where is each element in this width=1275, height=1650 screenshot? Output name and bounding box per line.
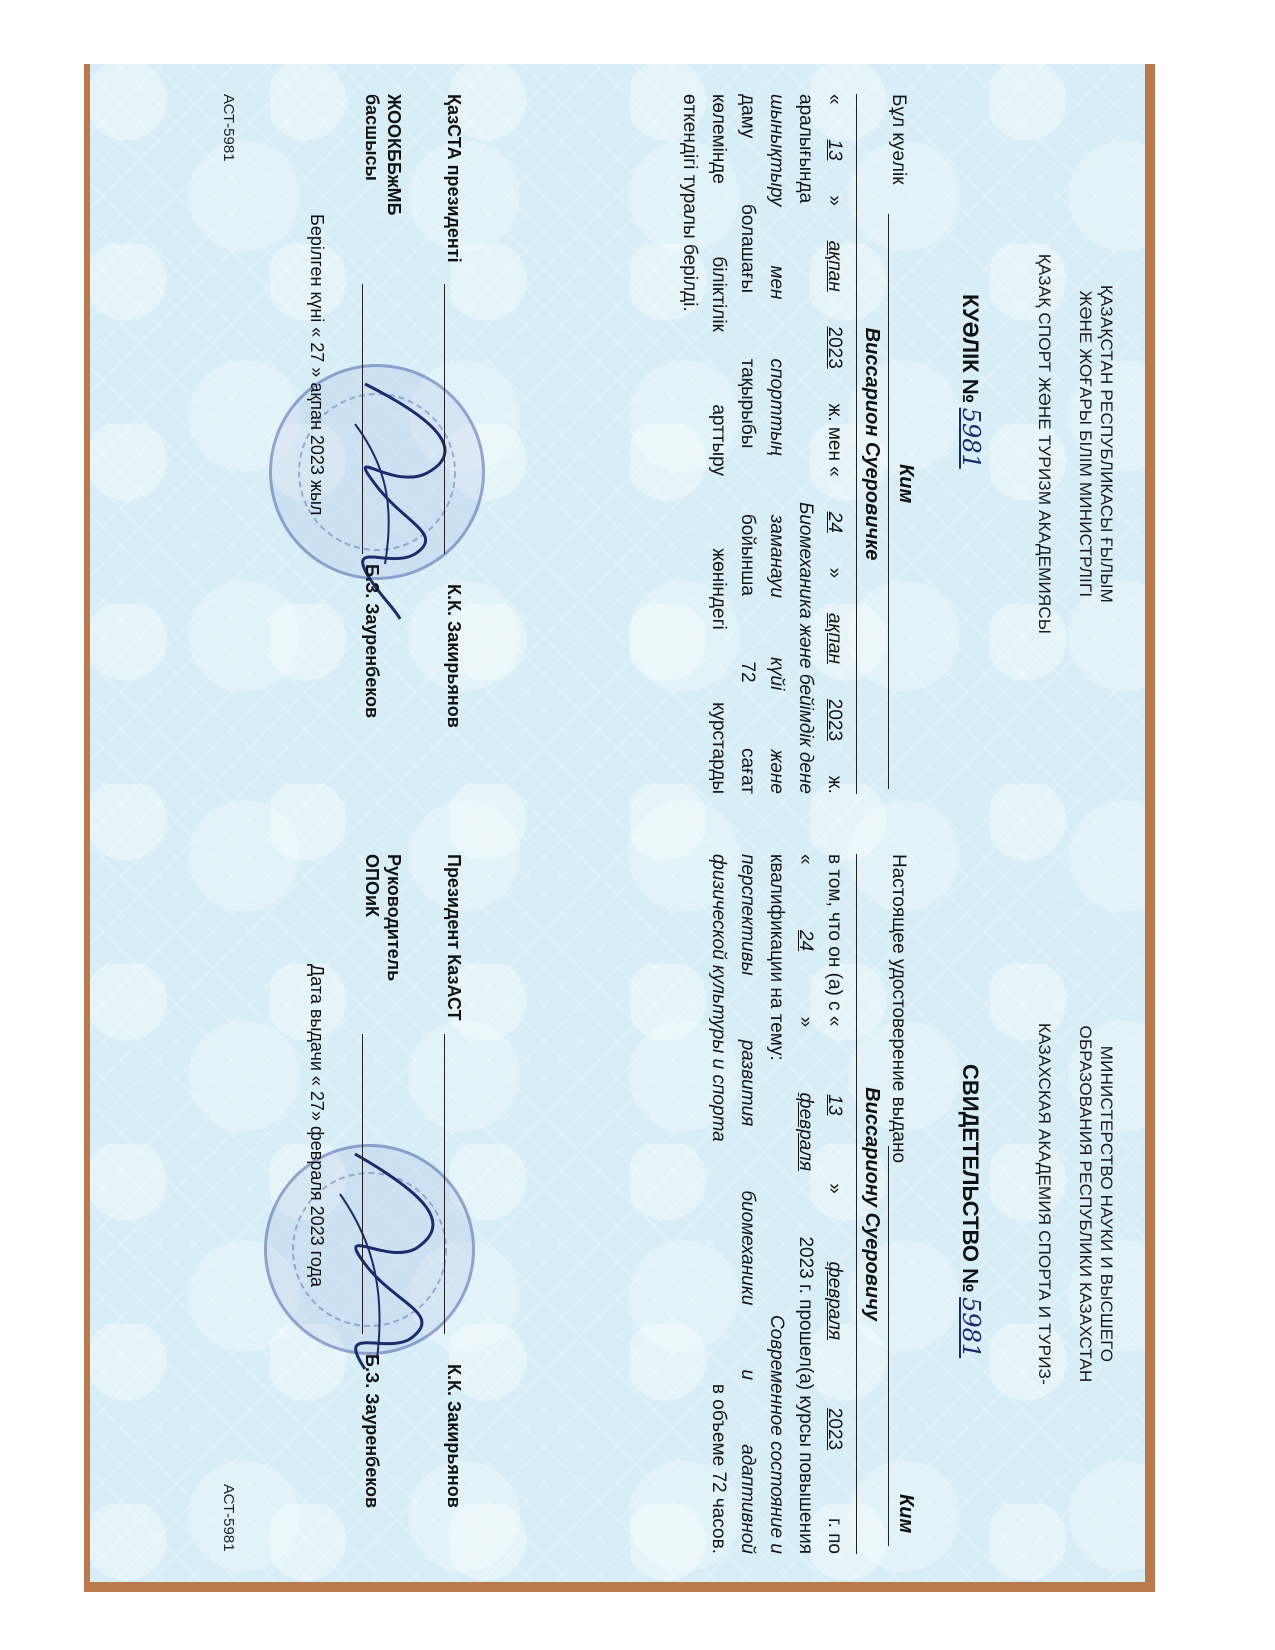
document-frame bbox=[84, 64, 1155, 1592]
certificate-sheet bbox=[90, 64, 1145, 1582]
right-number: 5981 bbox=[957, 1297, 985, 1359]
left-president-sign-line bbox=[444, 284, 445, 554]
right-ministry-line-1: МИНИСТЕРСТВО НАУКИ И ВЫСШЕГО bbox=[1097, 1045, 1116, 1363]
left-name-underline-1 bbox=[888, 214, 889, 789]
left-title-block bbox=[957, 294, 985, 694]
right-start-year: 2023 bbox=[824, 1407, 845, 1451]
left-end-day: 24 bbox=[824, 511, 845, 533]
right-start-month: февраля bbox=[824, 1261, 845, 1341]
right-body-line-4: перспективы развития биомеханики и адаптивной bbox=[737, 854, 758, 1554]
rotated-content bbox=[90, 64, 1145, 1582]
left-body-line-4: даму болашағы тақырыбы бойынша 72 сағат bbox=[737, 94, 758, 794]
left-name-underline-2 bbox=[856, 94, 857, 794]
right-head-row bbox=[357, 854, 405, 1554]
left-surname: Ким bbox=[895, 464, 917, 504]
right-quote: » bbox=[795, 1016, 816, 1028]
right-ministry bbox=[1075, 864, 1117, 1544]
left-number: 5981 bbox=[957, 407, 985, 469]
right-body-line-3 bbox=[762, 854, 791, 1554]
right-given-name: Виссариону Суеровичу bbox=[861, 1087, 883, 1321]
right-body-line-2 bbox=[791, 854, 820, 1554]
left-head-sign-line bbox=[362, 284, 363, 554]
right-issue-date: Дата выдачи « 27» февраля 2023 года bbox=[307, 964, 327, 1287]
left-quote: « bbox=[824, 94, 845, 105]
left-ministry-line-1: ҚАЗАҚСТАН РЕСПУБЛИКАСЫ ҒЫЛЫМ bbox=[1097, 284, 1116, 604]
right-body-line-5 bbox=[704, 854, 733, 1554]
right-issued-row bbox=[883, 854, 917, 1554]
right-topic-part-3: физической культуры и спорта bbox=[708, 854, 729, 1142]
right-academy: КАЗАХСКАЯ АКАДЕМИЯ СПОРТА И ТУРИЗ- bbox=[1035, 1023, 1054, 1385]
right-name-underline-1 bbox=[888, 1146, 889, 1546]
right-course-text: 2023 г. прошел(а) курсы повышения bbox=[795, 1236, 816, 1554]
right-issued-label: Настоящее удостоверение выдано bbox=[888, 854, 909, 1164]
left-body-line-3: шынықтыру мен спорттың заманауи күйі және bbox=[766, 94, 787, 794]
left-president-row bbox=[441, 94, 465, 794]
left-head-name: Б.З. Зауренбеков bbox=[362, 564, 382, 719]
left-topic-part-1: Биомеханика және бейімдік дене bbox=[795, 501, 816, 794]
left-given-name: Виссарион Суеровичке bbox=[861, 327, 883, 561]
left-end-month: ақпан bbox=[824, 612, 845, 664]
left-ministry-line-2: ЖӘНЕ ЖОҒАРЫ БІЛІМ МИНИСТРЛІГІ bbox=[1076, 290, 1095, 598]
left-body-line-6: өткендігі туралы берілді. bbox=[679, 94, 700, 312]
left-period-word: аралығында bbox=[795, 94, 816, 204]
left-president-name: К.К. Закирьянов bbox=[444, 584, 464, 728]
right-name-row bbox=[853, 854, 883, 1554]
right-hours-text: в объеме 72 часов. bbox=[708, 1383, 729, 1554]
right-title: СВИДЕТЕЛЬСТВО № bbox=[958, 1064, 983, 1293]
right-topic-label: квалификации на тему: bbox=[766, 854, 787, 1061]
left-start-year: 2023 bbox=[824, 326, 845, 369]
right-start-day: 13 bbox=[824, 1094, 845, 1116]
right-to-text: г. по bbox=[824, 1517, 845, 1554]
right-body bbox=[704, 854, 849, 1554]
right-quote: » bbox=[824, 1183, 845, 1194]
right-topic-part-1: Современное состояние и bbox=[766, 1315, 787, 1554]
left-end-year: 2023 bbox=[824, 698, 845, 742]
left-issue-date: Берілген күні « 27 » ақпан 2023 жыл bbox=[307, 214, 327, 516]
left-body bbox=[675, 94, 849, 794]
left-body-line-5: көлемінде біліктілік арттыру жөніндегі курстарды bbox=[708, 94, 729, 794]
left-head-label-2: басшысы bbox=[362, 94, 382, 181]
right-ministry-line-2: ОБРАЗОВАНИЯ РЕСПУБЛИКИ КАЗАХСТАН bbox=[1076, 1025, 1095, 1383]
left-title: КУӘЛІК № bbox=[958, 294, 983, 404]
right-body-line-1 bbox=[820, 854, 849, 1554]
right-code: АСТ-5981 bbox=[220, 1484, 237, 1552]
right-quote: « bbox=[795, 854, 816, 865]
left-quote: » bbox=[824, 567, 845, 579]
right-end-month: февраля bbox=[795, 1092, 816, 1172]
left-quote: » bbox=[824, 195, 845, 206]
left-start-day: 13 bbox=[824, 139, 845, 161]
right-end-day: 24 bbox=[795, 930, 816, 952]
left-name-row bbox=[853, 94, 883, 794]
right-head-sign-line bbox=[362, 1034, 363, 1334]
right-head-name: Б.З. Зауренбеков bbox=[362, 1354, 382, 1509]
left-year-suffix: ж. bbox=[824, 775, 845, 794]
right-president-sign-line bbox=[444, 1034, 445, 1334]
left-head-label-1: ЖООКББжМБ bbox=[384, 94, 404, 216]
right-president-row bbox=[441, 854, 465, 1554]
left-body-line-1 bbox=[820, 94, 849, 794]
right-title-block bbox=[957, 1064, 985, 1484]
left-head-row bbox=[357, 94, 405, 794]
left-code: АСТ-5981 bbox=[220, 94, 237, 162]
right-president-name: К.К. Закирьянов bbox=[444, 1364, 464, 1508]
right-head-label-1: Руководитель bbox=[384, 854, 404, 982]
right-surname: Ким bbox=[895, 1494, 917, 1534]
right-from-text: в том, что он (а) с « bbox=[824, 854, 845, 1027]
left-between: ж. мен « bbox=[824, 403, 845, 477]
right-name-underline-2 bbox=[856, 854, 857, 1554]
left-president-label: ҚазСТА президенті bbox=[444, 94, 464, 263]
right-president-label: Президент КазАСТ bbox=[444, 854, 464, 1021]
left-start-month: ақпан bbox=[824, 240, 845, 292]
right-head-label-2: ОПОиК bbox=[362, 854, 382, 917]
left-academy: ҚАЗАҚ СПОРТ ЖӘНЕ ТУРИЗМ АКАДЕМИЯСЫ bbox=[1035, 253, 1054, 635]
left-ministry bbox=[1075, 104, 1117, 784]
left-issued-label: Бұл куәлік bbox=[888, 94, 909, 185]
left-body-line-2 bbox=[791, 94, 820, 794]
left-issued-row bbox=[883, 94, 917, 794]
